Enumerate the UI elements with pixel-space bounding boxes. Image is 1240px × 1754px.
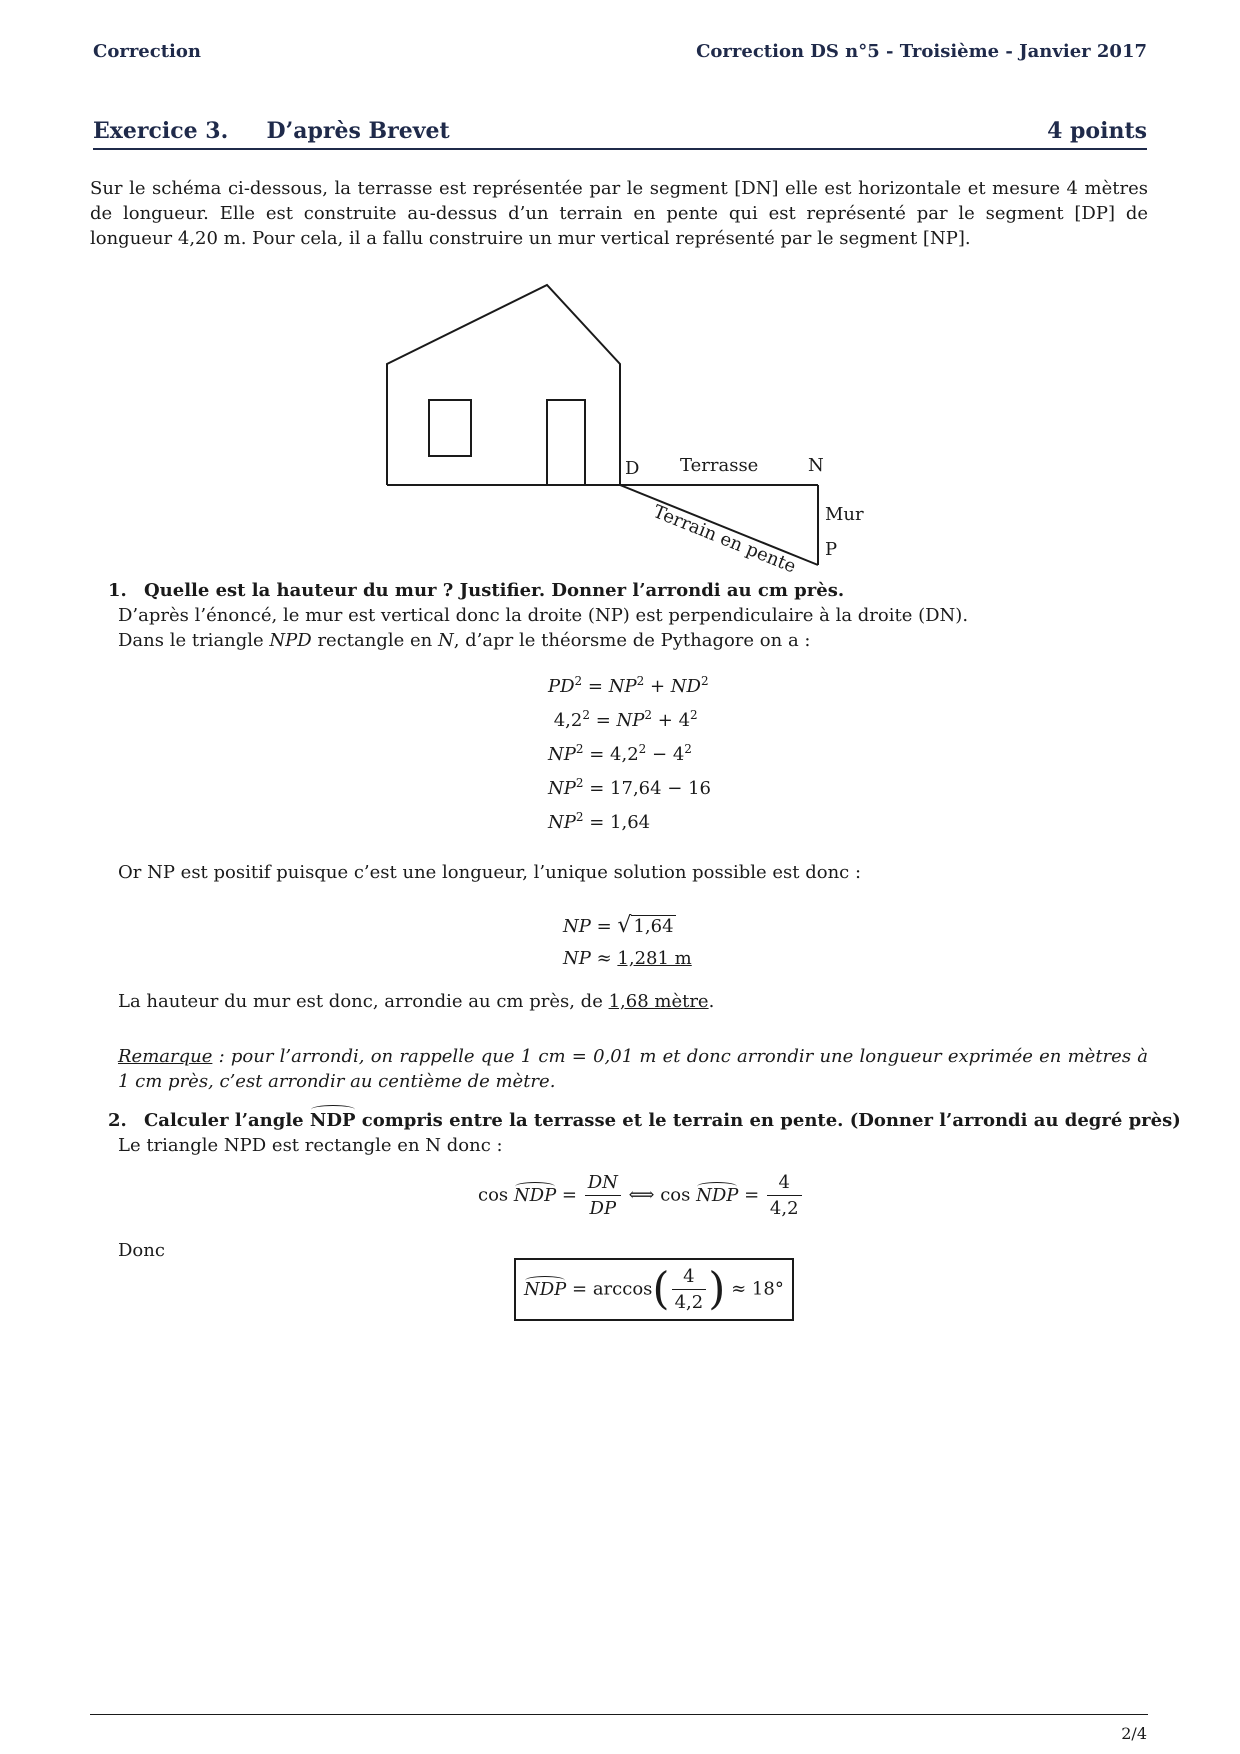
label-terrasse: Terrasse bbox=[680, 455, 759, 476]
pythagore-equations bbox=[548, 670, 711, 840]
q1-line2: Dans le triangle NPD rectangle en N, d’apr le théorsme de Pythagore on a : bbox=[118, 630, 811, 651]
intro-paragraph: Sur le schéma ci-dessous, la terrasse est représentée par le segment [DN] elle est horizontale et mesure 4 mètres de longueur. Elle est construite au-dessus d’un terrain en pente qui est représenté par le segment [DP] de longueur 4,20 m. Pour cela, il a fallu construire un mur vertical représenté par le segment [NP]. bbox=[90, 178, 1148, 249]
result-box: NDP = arccos( $\frac{4}{4,2}$ ) ≈ 18° bbox=[514, 1258, 794, 1321]
house-window bbox=[429, 400, 471, 456]
exercise-title: Exercice 3. D’après Brevet bbox=[93, 118, 450, 144]
label-terrain: Terrain en pente bbox=[650, 501, 799, 578]
equation-row: $PD^2 = NP^2 + ND^2$ bbox=[548, 674, 709, 697]
equation-row: $4,2^2 = NP^2 + 4^2$ bbox=[553, 708, 698, 731]
equation-row: $NP^2 = 1,64$ bbox=[548, 810, 651, 833]
q1-conclusion: La hauteur du mur est donc, arrondie au cm près, de 1,68 mètre. bbox=[118, 991, 715, 1012]
equation-row: $NP^2 = 4,2^2 - 4^2$ bbox=[548, 742, 692, 765]
q2-line1: Le triangle NPD est rectangle en N donc : bbox=[118, 1135, 503, 1156]
cos-equation: cos NDP = $\frac{DN}{DP}$ ⟺ cos NDP = $\frac{4}{4,2}$ bbox=[478, 1172, 804, 1219]
exercise-heading bbox=[93, 118, 1147, 150]
header-right: Correction DS n°5 - Troisième - Janvier 2017 bbox=[696, 41, 1147, 62]
question-1 bbox=[108, 578, 844, 603]
equation-row: $NP^2 = 17,64 - 16$ bbox=[548, 776, 712, 799]
label-n: N bbox=[808, 455, 824, 476]
q2-donc: Donc bbox=[118, 1240, 165, 1261]
q1-or-line: Or NP est positif puisque c’est une longueur, l’unique solution possible est donc : bbox=[118, 862, 862, 883]
q1-remark: Remarque : pour l’arrondi, on rappelle que 1 cm = 0,01 m et donc arrondir une longueur exprimée en mètres à 1 cm près, c’est arrondir au centième de mètre. bbox=[118, 1046, 1148, 1092]
label-d: D bbox=[625, 458, 640, 479]
approx-row: NP ≈ 1,281 m bbox=[563, 948, 692, 969]
q1-text: Quelle est la hauteur du mur ? Justifier. Donner l’arrondi au cm près. bbox=[143, 580, 845, 601]
house-door bbox=[547, 400, 585, 485]
sqrt-equations bbox=[563, 910, 692, 975]
page-number: 2/4 bbox=[1121, 1724, 1147, 1743]
label-mur: Mur bbox=[825, 504, 864, 525]
q1-number: 1. bbox=[108, 580, 127, 601]
footer-rule bbox=[90, 1714, 1148, 1715]
sqrt-row: NP = √ 1,64 bbox=[563, 913, 674, 938]
q2-number: 2. bbox=[108, 1110, 127, 1131]
question-2: 2. Calculer l’angle NDP compris entre la terrasse et le terrain en pente. (Donner l’arrondi au degré près) bbox=[108, 1110, 1181, 1131]
label-p: P bbox=[825, 539, 838, 560]
q1-line1: D’après l’énoncé, le mur est vertical donc la droite (NP) est perpendiculaire à la droite (DN). bbox=[118, 605, 969, 626]
exercise-points: 4 points bbox=[1047, 118, 1147, 144]
header-left: Correction bbox=[93, 41, 201, 62]
house-figure bbox=[380, 278, 880, 578]
